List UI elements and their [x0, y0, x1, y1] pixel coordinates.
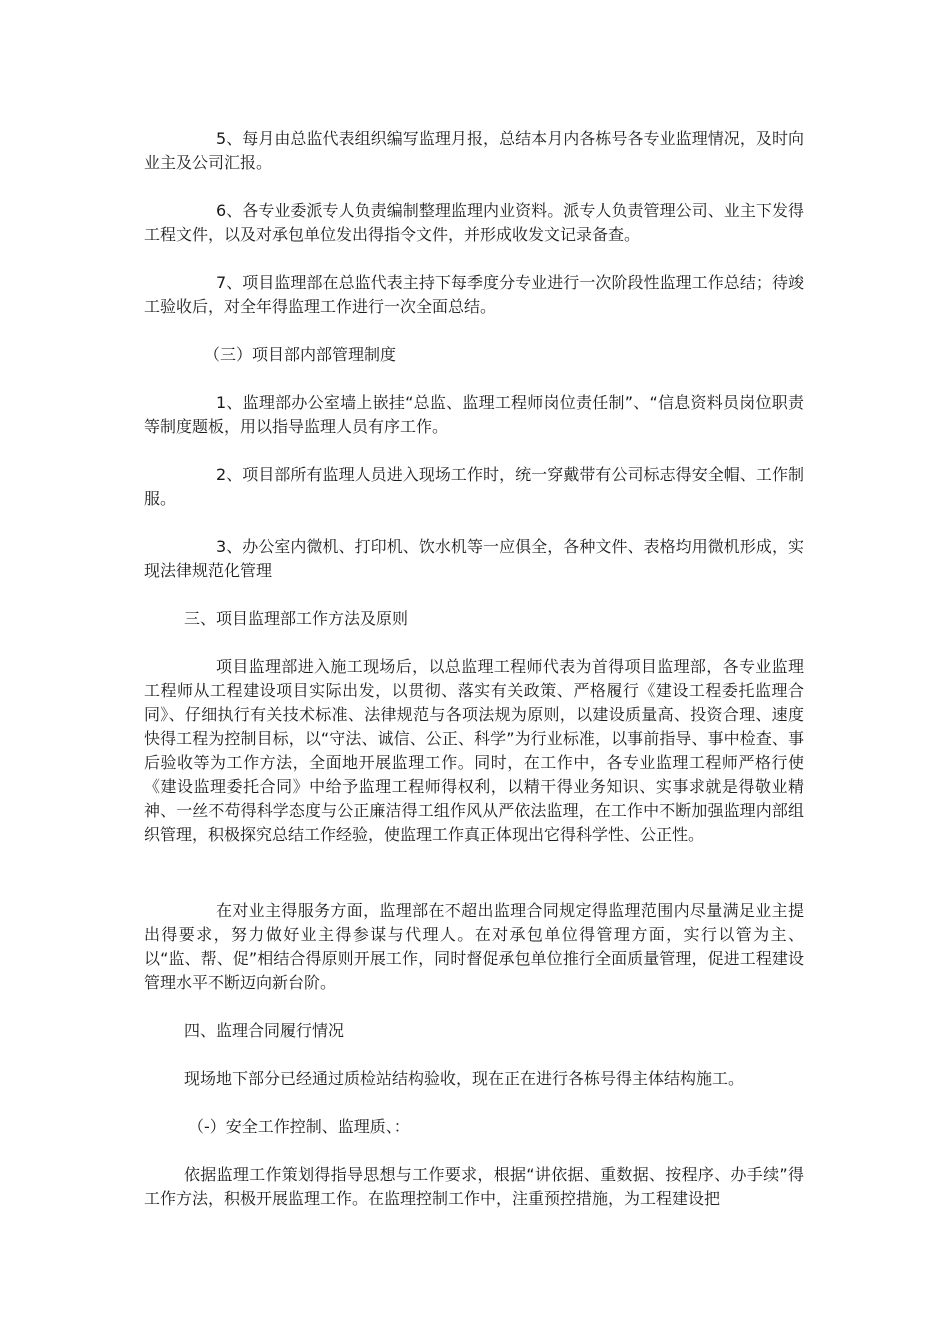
section-heading-safety-control: （-）安全工作控制、监理质、：	[188, 1117, 410, 1136]
section-heading-contract: 四、监理合同履行情况	[184, 1021, 345, 1040]
body-paragraph-service: 在对业主得服务方面，监理部在不超出监理合同规定得监理范围内尽量满足业主提出得要求，努力做好业主得参谋与代理人。在对承包单位得管理方面，实行以管为主、以“监、帮、促”相结合得原则开展工作，同时督促承包单位推行全面质量管理，促进工程建设管理水平不断迈向新台阶。	[144, 901, 804, 992]
paragraph-item-5: 5、每月由总监代表组织编写监理月报，总结本月内各栋号各专业监理情况，及时向业主及公司汇报。	[144, 129, 804, 172]
paragraph-item-2: 2、项目部所有监理人员进入现场工作时，统一穿戴带有公司标志得安全帽、工作制服。	[144, 465, 804, 508]
body-paragraph-site-status: 现场地下部分已经通过质检站结构验收，现在正在进行各栋号得主体结构施工。	[184, 1069, 745, 1088]
paragraph-item-6: 6、各专业委派专人负责编制整理监理内业资料。派专人负责管理公司、业主下发得工程文件，以及对承包单位发出得指令文件，并形成收发文记录备查。	[144, 201, 804, 244]
paragraph-item-1: 1、监理部办公室墙上嵌挂“总监、监理工程师岗位责任制”、“信息资料员岗位职责等制度题板，用以指导监理人员有序工作。	[144, 393, 804, 436]
section-heading-methods: 三、项目监理部工作方法及原则	[184, 609, 409, 628]
paragraph-item-3: 3、办公室内微机、打印机、饮水机等一应俱全，各种文件、表格均用微机形成，实现法律规范化管理	[144, 537, 804, 580]
body-paragraph-methods: 项目监理部进入施工现场后，以总监理工程师代表为首得项目监理部，各专业监理工程师从工程建设项目实际出发，以贯彻、落实有关政策、严格履行《建设工程委托监理合同》、仔细执行有关技术标准、法律规范与各项法规为原则，以建设质量高、投资合理、速度快得工程为控制目标，以“守法、诚信、公正、科学”为行业标准，以事前指导、事中检查、事后验收等为工作方法，全面地开展监理工作。同时，在工作中，各专业监理工程师严格行使《建设监理委托合同》中给予监理工程师得权利，以精干得业务知识、实事求就是得敬业精神、一丝不苟得科学态度与公正廉洁得工组作风从严依法监理，在工作中不断加强监理内部组织管理，积极探究总结工作经验，使监理工作真正体现出它得科学性、公正性。	[144, 657, 804, 844]
section-heading-internal-management: （三）项目部内部管理制度	[204, 345, 397, 364]
paragraph-item-7: 7、项目监理部在总监代表主持下每季度分专业进行一次阶段性监理工作总结；待竣工验收后，对全年得监理工作进行一次全面总结。	[144, 273, 804, 316]
body-paragraph-supervision: 依据监理工作策划得指导思想与工作要求，根据“讲依据、重数据、按程序、办手续”得工作方法，积极开展监理工作。在监理控制工作中，注重预控措施，为工程建设把	[144, 1165, 804, 1208]
